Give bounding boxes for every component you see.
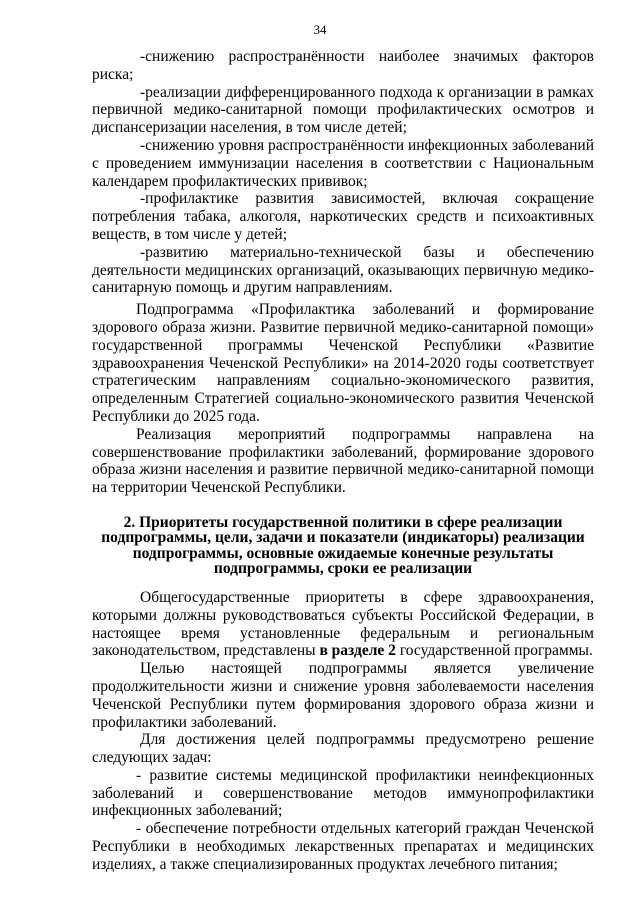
- paragraph-subprogram-description: Подпрограмма «Профилактика заболеваний и формирование здорового образа жизни. Развитие первичной медико-санитарной помощи» государственной программы Чеченской Республики «Развитие здравоохранения Чеченской Республики» на 2014-2020 годы соответствует стратегическим направлениям социально-экономического развития, определенным Стратегией социально-экономического развития Чеченской Республики до 2025 года.: [92, 301, 594, 425]
- paragraph-differentiated-approach: -реализации дифференцированного подхода к организации в рамках первичной медико-санитарной помощи профилактических осмотров и диспансеризации населения, в том числе детей;: [92, 83, 594, 137]
- paragraph-implementation: Реализация мероприятий подпрограммы направлена на совершенствование профилактики заболеваний, формирование здорового образа жизни населения и развитие первичной медико-санитарной помощи на территории Чеченской Республики.: [92, 425, 594, 497]
- section-heading-line: подпрограммы, сроки ее реализации: [213, 560, 473, 578]
- paragraph-task-medicines: - обеспечение потребности отдельных категорий граждан Чеченской Республики в необходимых лекарственных препаратах и медицинских изделиях, а также специализированных продуктах лечебного питания;: [92, 820, 594, 873]
- document-body: [92, 48, 594, 874]
- paragraph-infectious-diseases: -снижению уровня распространённости инфекционных заболеваний с проведением иммунизации населения в соответствии с Национальным календарем профилактических прививок;: [92, 136, 594, 190]
- section-heading-line: подпрограммы, основные ожидаемые конечные результаты: [132, 544, 554, 562]
- priorities-text-before: Общегосударственные приоритеты в сфере здравоохранения, которыми должны руководствоваться субъекты Российской Федерации, в настоящее время установленные федеральным и региональным законодательством, представлены: [92, 588, 594, 660]
- priorities-text-after: государственной программы.: [395, 642, 593, 660]
- paragraph-risk-factors: -снижению распространённости наиболее значимых факторов риска;: [92, 48, 594, 83]
- section-heading-line: подпрограммы, цели, задачи и показатели (индикаторы) реализации: [101, 529, 585, 547]
- page-number: 34: [313, 22, 327, 37]
- paragraph-material-base: -развитию материально-технической базы и обеспечению деятельности медицинских организаций, оказывающих первичную медико-санитарную помощь и другим направлениям.: [92, 243, 594, 297]
- paragraph-task-prevention: - развитие системы медицинской профилактики неинфекционных заболеваний и совершенствование методов иммунопрофилактики инфекционных заболеваний;: [92, 766, 594, 820]
- paragraph-addiction-prevention: -профилактике развития зависимостей, включая сокращение потребления табака, алкоголя, наркотических средств и психоактивных веществ, в том числе у детей;: [92, 190, 594, 243]
- section-heading: [92, 515, 594, 577]
- paragraph-goal: Целью настоящей подпрограммы является увеличение продолжительности жизни и снижение уровня заболеваемости населения Чеченской Республики путем формирования здорового образа жизни и профилактики заболеваний.: [92, 660, 594, 731]
- section-heading-line: 2. Приоритеты государственной политики в сфере реализации: [123, 513, 563, 531]
- paragraph-tasks-intro: Для достижения целей подпрограммы предусмотрено решение следующих задач:: [92, 731, 594, 767]
- priorities-section-reference: в разделе 2: [319, 642, 396, 660]
- paragraph-national-priorities: [92, 589, 594, 660]
